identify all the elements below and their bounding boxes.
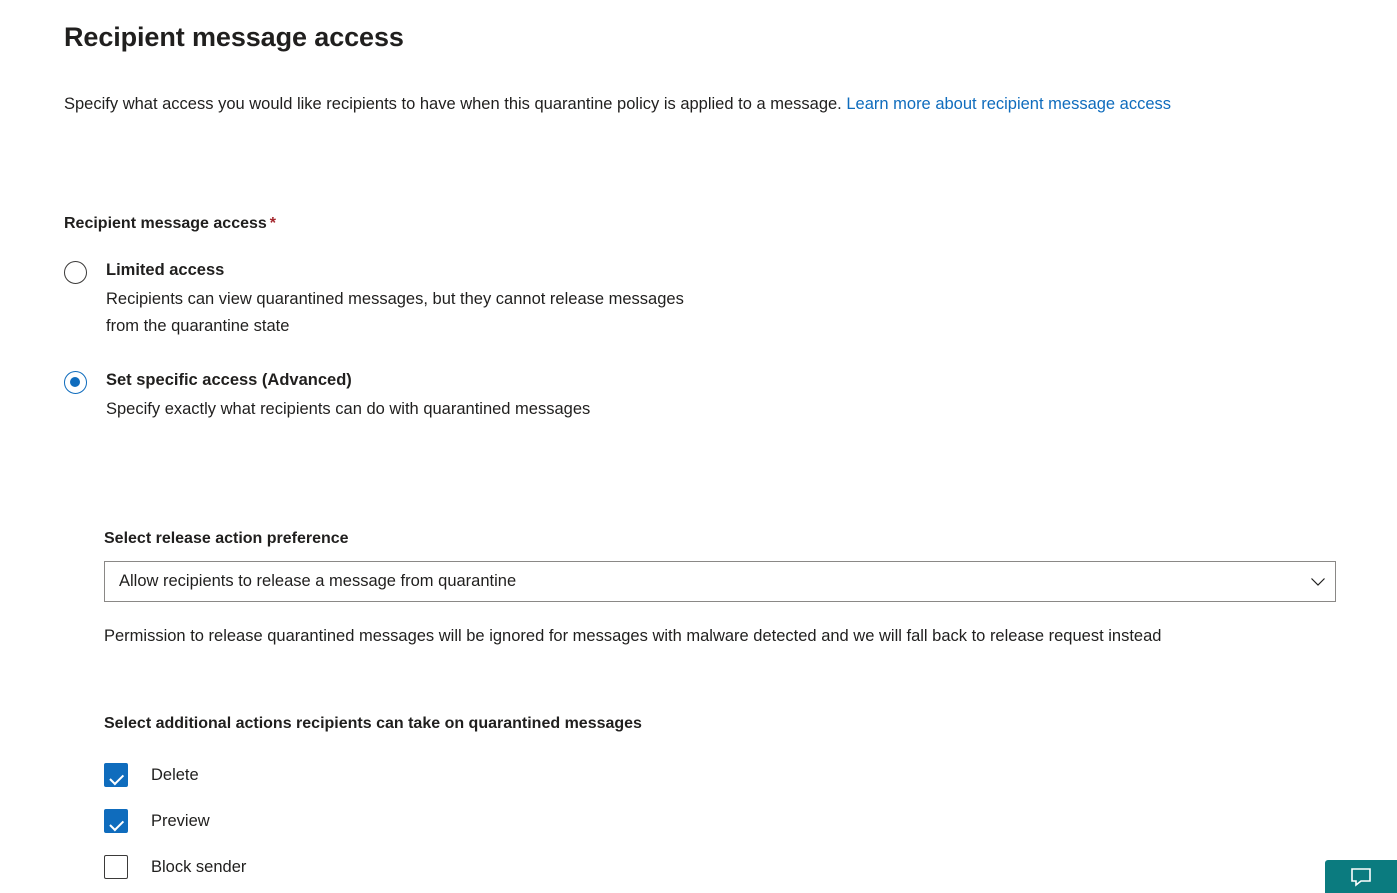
radio-option-description — [106, 286, 684, 340]
checkbox-row-block-sender[interactable] — [104, 844, 246, 890]
release-permission-help-text: Permission to release quarantined messages will be ignored for messages with malware detected and we will fall back to release request instead — [104, 627, 1162, 645]
checkbox-row-preview[interactable] — [104, 798, 246, 844]
release-action-selected-value: Allow recipients to release a message from quarantine — [119, 572, 517, 590]
checkbox-label: Delete — [151, 766, 199, 784]
checkbox-block-sender-indicator[interactable] — [104, 855, 128, 879]
radio-option-description: Specify exactly what recipients can do with quarantined messages — [106, 400, 591, 418]
intro-text: Specify what access you would like recipients to have when this quarantine policy is applied to a message. — [64, 95, 847, 113]
checkbox-row-delete[interactable] — [104, 752, 246, 798]
learn-more-link[interactable]: Learn more about recipient message access — [846, 95, 1172, 113]
page-title: Recipient message access — [64, 22, 404, 52]
help-chat-icon-button[interactable] — [1325, 860, 1397, 893]
panel-intro — [64, 90, 1339, 119]
radio-limited-access-indicator[interactable] — [64, 261, 87, 284]
additional-actions-label: Select additional actions recipients can take on quarantined messages — [104, 715, 642, 732]
checkbox-delete-indicator[interactable] — [104, 763, 128, 787]
checkbox-preview-indicator[interactable] — [104, 809, 128, 833]
help-chat-icon — [1350, 867, 1372, 887]
chevron-down-icon — [1301, 574, 1335, 590]
radio-set-specific-access-indicator[interactable] — [64, 371, 87, 394]
radio-option-label: Limited access — [106, 261, 225, 279]
required-asterisk: * — [269, 215, 277, 232]
release-preference-label: Select release action preference — [104, 530, 349, 547]
checkbox-label: Preview — [151, 812, 210, 830]
checkbox-label: Block sender — [151, 858, 247, 876]
field-label-recipient-message-access — [64, 215, 276, 233]
additional-actions-checkbox-list — [104, 752, 246, 890]
release-action-preference-select[interactable] — [104, 561, 1336, 602]
radio-option-description-line2: from the quarantine state — [106, 317, 290, 335]
radio-option-description-line1: Recipients can view quarantined messages, but they cannot release messages — [106, 290, 684, 308]
radio-option-label: Set specific access (Advanced) — [106, 371, 352, 389]
radio-option-set-specific-access[interactable] — [64, 368, 590, 423]
field-label-text: Recipient message access — [64, 215, 267, 232]
radio-option-limited-access[interactable] — [64, 258, 684, 340]
